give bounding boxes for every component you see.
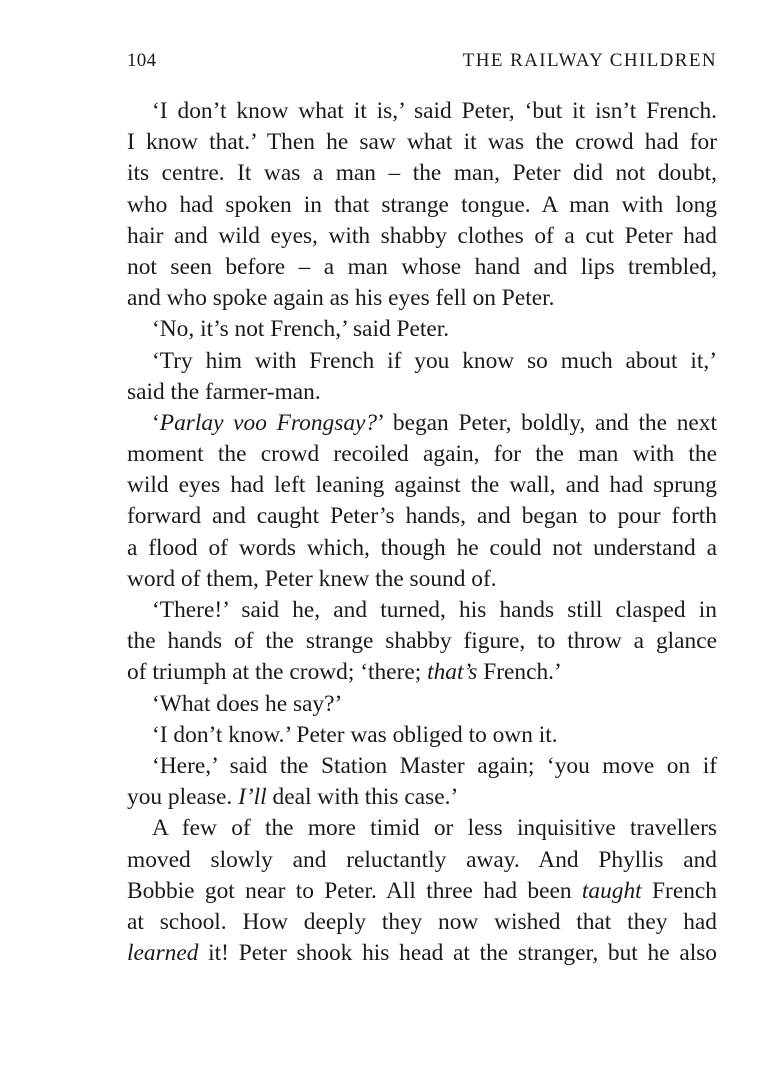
italic-text: learned	[127, 940, 199, 967]
text-line	[127, 408, 717, 439]
text-segment: ‘No, it’s not French,’ said Peter.	[152, 316, 450, 343]
book-page	[127, 50, 717, 969]
text-segment: its centre. It was a man – the man, Peter did not doubt,	[127, 160, 717, 187]
text-segment: French	[641, 877, 717, 904]
text-line	[127, 377, 717, 408]
text-line	[127, 907, 717, 938]
text-segment: said the farmer-man.	[127, 378, 321, 405]
text-line	[127, 626, 717, 657]
text-segment: ’ began Peter, boldly, and the next	[377, 409, 717, 436]
text-segment: hair and wild eyes, with shabby clothes of a cut Peter had	[127, 222, 717, 249]
running-title: THE RAILWAY CHILDREN	[462, 50, 717, 71]
text-segment: it! Peter shook his head at the stranger, but he also	[198, 940, 717, 967]
text-segment: who had spoken in that strange tongue. A man with long	[127, 191, 717, 218]
text-segment: wild eyes had left leaning against the wall, and had sprung	[127, 472, 717, 499]
text-line	[127, 657, 717, 688]
text-line	[127, 938, 717, 969]
text-segment: moment the crowd recoiled again, for the man with the	[127, 441, 717, 468]
text-segment: not seen before – a man whose hand and lips trembled,	[127, 253, 717, 280]
text-line	[127, 533, 717, 564]
text-line	[127, 283, 717, 314]
italic-text: taught	[581, 877, 642, 904]
text-line	[127, 751, 717, 782]
text-segment: the hands of the strange shabby figure, to throw a glance	[127, 628, 717, 655]
text-segment: ‘I don’t know.’ Peter was obliged to own it.	[152, 721, 558, 748]
text-line	[127, 845, 717, 876]
text-line	[127, 813, 717, 844]
text-line	[127, 689, 717, 720]
text-line	[127, 190, 717, 221]
italic-text: Parlay voo Frongsay?	[159, 409, 378, 436]
text-segment: ‘	[152, 409, 160, 436]
text-segment: French.’	[477, 659, 562, 686]
text-segment: ‘What does he say?’	[152, 690, 343, 717]
text-line	[127, 564, 717, 595]
text-segment: and who spoke again as his eyes fell on Peter.	[127, 285, 555, 312]
text-segment: at school. How deeply they now wished that they had	[127, 908, 717, 935]
text-segment: I know that.’ Then he saw what it was the crowd had for	[127, 129, 717, 156]
text-line	[127, 470, 717, 501]
running-head	[127, 50, 717, 90]
body-text	[127, 96, 717, 969]
text-line	[127, 439, 717, 470]
italic-text: that’s	[427, 659, 478, 686]
text-segment: deal with this case.’	[266, 784, 459, 811]
text-line	[127, 876, 717, 907]
text-line	[127, 252, 717, 283]
italic-text: I’ll	[238, 784, 267, 811]
text-line	[127, 595, 717, 626]
text-segment: of triumph at the crowd; ‘there;	[127, 659, 428, 686]
text-segment: ‘There!’ said he, and turned, his hands still clasped in	[152, 597, 717, 623]
text-segment: ‘Here,’ said the Station Master again; ‘you move on if	[152, 752, 717, 779]
text-line	[127, 221, 717, 252]
text-segment: forward and caught Peter’s hands, and began to pour forth	[127, 503, 717, 530]
text-segment: word of them, Peter knew the sound of.	[127, 565, 497, 592]
text-segment: ‘Try him with French if you know so much about it,’	[152, 347, 717, 374]
text-segment: ‘I don’t know what it is,’ said Peter, ‘but it isn’t French.	[152, 98, 717, 124]
text-line	[127, 782, 717, 813]
text-line	[127, 314, 717, 345]
text-segment: you please.	[127, 784, 239, 811]
text-segment: a flood of words which, though he could not understand a	[127, 534, 717, 561]
text-segment: A few of the more timid or less inquisitive travellers	[152, 815, 717, 842]
text-segment: Bobbie got near to Peter. All three had been	[127, 877, 582, 904]
page-number: 104	[127, 50, 157, 71]
text-line	[127, 96, 717, 127]
text-line	[127, 501, 717, 532]
text-line	[127, 127, 717, 158]
text-line	[127, 720, 717, 751]
text-segment: moved slowly and reluctantly away. And Phyllis and	[127, 846, 717, 873]
text-line	[127, 158, 717, 189]
text-line	[127, 346, 717, 377]
